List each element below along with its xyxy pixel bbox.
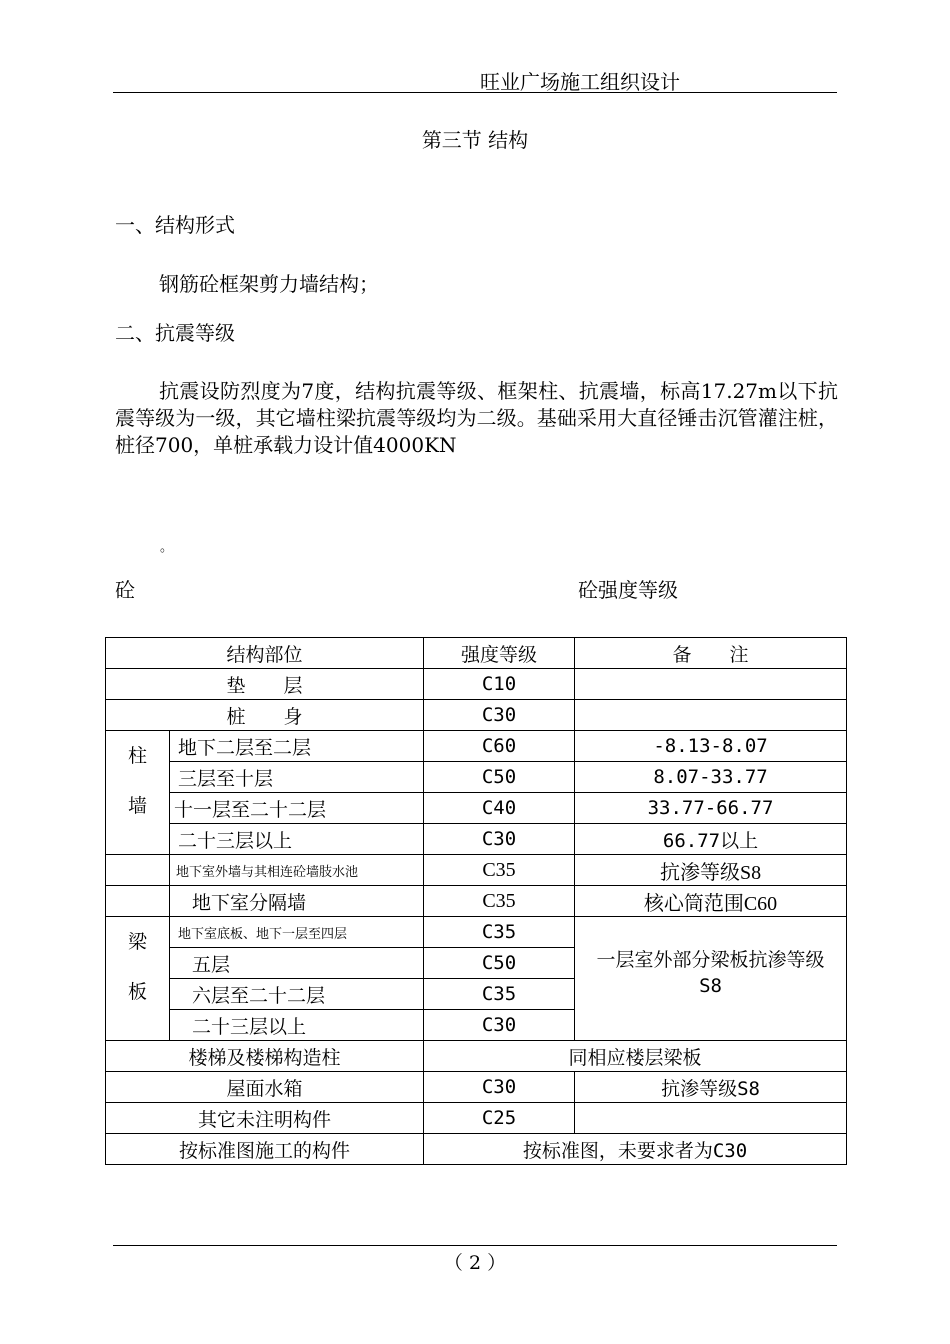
group-cell-beam-slab — [106, 917, 170, 1041]
header-grade: 强度等级 — [424, 638, 575, 669]
cell-grade: C50 — [424, 948, 575, 979]
cell-grade: C40 — [424, 793, 575, 824]
cell-part: 垫 层 — [106, 669, 424, 700]
table-row — [106, 731, 847, 762]
paragraph-structure-form: 钢筋砼框架剪力墙结构； — [159, 272, 379, 296]
cell-empty — [106, 855, 170, 886]
cell-part: 其它未注明构件 — [106, 1103, 424, 1134]
cell-part: 屋面水箱 — [106, 1072, 424, 1103]
stray-dot: 。 — [160, 540, 174, 555]
beam-note-text: 一层室外部分梁板抗渗等级S8 — [596, 949, 825, 997]
cell-part: 地下二层至二层 — [170, 731, 424, 762]
group-label-wall: 墙 — [127, 795, 147, 817]
table-header-row — [106, 638, 847, 669]
cell-part: 地下室底板、地下一层至四层 — [170, 917, 424, 948]
cell-part: 楼梯及楼梯构造柱 — [106, 1041, 424, 1072]
cell-grade: C60 — [424, 731, 575, 762]
footer-rule — [113, 1245, 837, 1246]
cell-grade: C35 — [424, 979, 575, 1010]
table-row — [106, 917, 847, 948]
table-row — [106, 1103, 847, 1134]
cell-grade: C30 — [424, 824, 575, 855]
cell-note: -8.13-8.07 — [575, 731, 847, 762]
cell-part: 六层至二十二层 — [170, 979, 424, 1010]
heading-structure-form: 一、结构形式 — [115, 213, 235, 237]
table-row — [106, 1041, 847, 1072]
cell-part: 地下室分隔墙 — [170, 886, 424, 917]
table-row — [106, 762, 847, 793]
cell-note: 66.77以上 — [575, 824, 847, 855]
cell-grade: C35 — [424, 917, 575, 948]
cell-part: 五层 — [170, 948, 424, 979]
cell-note: 8.07-33.77 — [575, 762, 847, 793]
cell-grade: C35 — [424, 855, 575, 886]
group-label-beam: 梁 — [127, 931, 147, 953]
concrete-grade-table — [105, 637, 847, 1165]
cell-part: 桩 身 — [106, 700, 424, 731]
cell-part: 十一层至二十二层 — [170, 793, 424, 824]
cell-empty — [106, 886, 170, 917]
cell-part: 二十三层以上 — [170, 1010, 424, 1041]
cell-note — [575, 669, 847, 700]
header-rule — [113, 92, 837, 93]
concrete-label-left: 砼 — [115, 578, 135, 602]
table-row — [106, 824, 847, 855]
cell-note — [575, 700, 847, 731]
table-row — [106, 1134, 847, 1165]
heading-seismic-grade: 二、抗震等级 — [115, 321, 235, 345]
cell-part: 地下室外墙与其相连砼墙肢水池 — [170, 855, 424, 886]
table-row — [106, 886, 847, 917]
page-number: （ 2 ） — [443, 1252, 507, 1274]
section-title: 第三节 结构 — [421, 128, 529, 152]
table-row — [106, 669, 847, 700]
table-row — [106, 700, 847, 731]
cell-note: 33.77-66.77 — [575, 793, 847, 824]
header-part: 结构部位 — [106, 638, 424, 669]
cell-part: 按标准图施工的构件 — [106, 1134, 424, 1165]
table-row — [106, 793, 847, 824]
document-header-title: 旺业广场施工组织设计 — [480, 70, 680, 94]
cell-grade: C10 — [424, 669, 575, 700]
cell-grade: C30 — [424, 1010, 575, 1041]
cell-note: 抗渗等级S8 — [575, 855, 847, 886]
paragraph-seismic-grade: 抗震设防烈度为7度，结构抗震等级、框架柱、抗震墙，标高17.27m以下抗震等级为一级，其它墙柱梁抗震等级均为二级。基础采用大直径锤击沉管灌注桩，桩径700，单桩承载力设计值4000KN — [115, 379, 838, 457]
header-note: 备 注 — [575, 638, 847, 669]
concrete-label-right: 砼强度等级 — [578, 578, 678, 602]
table-row — [106, 1072, 847, 1103]
cell-note: 抗渗等级S8 — [575, 1072, 847, 1103]
cell-note: 核心筒范围C60 — [575, 886, 847, 917]
group-cell-column-wall — [106, 731, 170, 855]
cell-beam-note — [575, 917, 847, 1041]
cell-merged: 按标准图，未要求者为C30 — [424, 1134, 847, 1165]
table-row — [106, 855, 847, 886]
group-label-column: 柱 — [127, 745, 147, 767]
cell-part: 二十三层以上 — [170, 824, 424, 855]
cell-grade: C35 — [424, 886, 575, 917]
cell-grade: C50 — [424, 762, 575, 793]
group-label-slab: 板 — [127, 981, 147, 1003]
cell-grade: C30 — [424, 1072, 575, 1103]
cell-grade: C30 — [424, 700, 575, 731]
cell-part: 三层至十层 — [170, 762, 424, 793]
cell-merged: 同相应楼层梁板 — [424, 1041, 847, 1072]
cell-note — [575, 1103, 847, 1134]
cell-grade: C25 — [424, 1103, 575, 1134]
